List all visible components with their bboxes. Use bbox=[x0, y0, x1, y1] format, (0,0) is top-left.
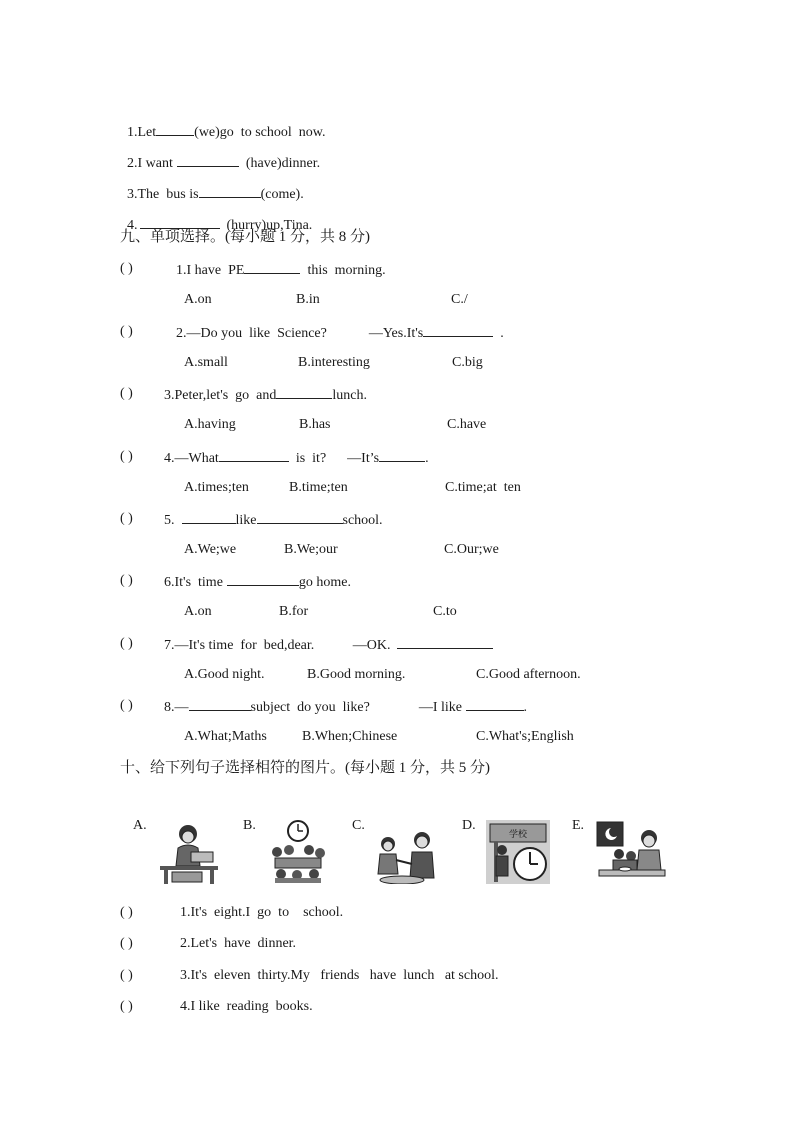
option-b[interactable]: B.time;ten bbox=[289, 480, 348, 495]
answer-paren[interactable]: ( ) bbox=[120, 936, 133, 951]
option-c[interactable]: C.have bbox=[447, 417, 487, 432]
option-a[interactable]: A.having bbox=[184, 417, 236, 432]
option-b[interactable]: B.When;Chinese bbox=[302, 729, 398, 744]
fill-text: (we)go to school now. bbox=[194, 125, 326, 140]
question-text: 1.I have PE bbox=[176, 263, 245, 278]
answer-blank[interactable] bbox=[379, 448, 425, 462]
answer-blank[interactable] bbox=[397, 635, 493, 649]
question-4 bbox=[164, 448, 429, 468]
answer-blank[interactable] bbox=[199, 184, 261, 198]
school-gate-clock-icon bbox=[486, 820, 550, 884]
option-a[interactable]: A.What;Maths bbox=[184, 729, 267, 744]
question-7 bbox=[164, 635, 493, 655]
picture-label: B. bbox=[243, 818, 256, 833]
sentence-4: 4.I like reading books. bbox=[180, 999, 313, 1014]
sentence-3: 3.It's eleven thirty.My friends have lunch at school. bbox=[180, 968, 499, 983]
question-5 bbox=[164, 510, 383, 530]
question-text: go home. bbox=[298, 575, 352, 590]
answer-paren[interactable]: ( ) bbox=[120, 636, 133, 651]
answer-paren[interactable]: ( ) bbox=[120, 386, 133, 401]
option-a[interactable]: A.on bbox=[184, 604, 212, 619]
question-text: 4.—What bbox=[164, 451, 219, 466]
picture-label: A. bbox=[133, 818, 147, 833]
fill-text: (have)dinner. bbox=[238, 156, 321, 171]
sentence-1: 1.It's eight.I go to school. bbox=[180, 905, 344, 920]
sentence-2: 2.Let's have dinner. bbox=[180, 936, 297, 951]
answer-blank[interactable] bbox=[423, 323, 493, 337]
question-text: lunch. bbox=[332, 388, 367, 403]
option-a[interactable]: A.times;ten bbox=[184, 480, 249, 495]
option-a[interactable]: A.small bbox=[184, 355, 228, 370]
kids-talking-icon bbox=[374, 820, 438, 884]
fill-text: 3.The bus is bbox=[127, 187, 199, 202]
option-b[interactable]: B.Good morning. bbox=[307, 667, 406, 682]
option-a[interactable]: A.on bbox=[184, 292, 212, 307]
option-c[interactable]: C.Good afternoon. bbox=[476, 667, 581, 682]
answer-blank[interactable] bbox=[177, 153, 239, 167]
option-c[interactable]: C./ bbox=[451, 292, 468, 307]
answer-paren[interactable]: ( ) bbox=[120, 324, 133, 339]
answer-blank[interactable] bbox=[219, 448, 289, 462]
question-text: 6.It's time bbox=[164, 575, 223, 590]
section-10-heading: 十、给下列句子选择相符的图片。(每小题 1 分，共 5 分) bbox=[120, 760, 490, 776]
option-c[interactable]: C.to bbox=[433, 604, 457, 619]
answer-blank[interactable] bbox=[244, 260, 300, 274]
girl-reading-icon bbox=[158, 820, 220, 884]
option-a[interactable]: A.Good night. bbox=[184, 667, 265, 682]
option-c[interactable]: C.big bbox=[452, 355, 483, 370]
answer-paren[interactable]: ( ) bbox=[120, 261, 133, 276]
picture-label: D. bbox=[462, 818, 476, 833]
answer-blank[interactable] bbox=[156, 122, 194, 136]
answer-blank[interactable] bbox=[189, 697, 251, 711]
question-8 bbox=[164, 697, 527, 717]
question-text: 7.—It's time for bed,dear. —OK. bbox=[164, 638, 398, 653]
option-c[interactable]: C.Our;we bbox=[444, 542, 499, 557]
answer-paren[interactable]: ( ) bbox=[120, 698, 133, 713]
question-2 bbox=[176, 323, 504, 343]
question-text: . bbox=[493, 326, 504, 341]
question-text: subject do you like? —I like bbox=[250, 700, 466, 715]
question-1 bbox=[176, 260, 386, 280]
question-text: school. bbox=[342, 513, 383, 528]
question-text: 8.— bbox=[164, 700, 189, 715]
answer-paren[interactable]: ( ) bbox=[120, 905, 133, 920]
picture-label: C. bbox=[352, 818, 365, 833]
question-text: is it? —It’s bbox=[288, 451, 380, 466]
school-sign: 学校 bbox=[508, 830, 528, 840]
fill-text: 1.Let bbox=[127, 125, 157, 140]
question-text: 2.—Do you like Science? —Yes.It's bbox=[176, 326, 424, 341]
fill-text: 4. bbox=[127, 218, 138, 233]
answer-blank[interactable] bbox=[257, 510, 343, 524]
option-b[interactable]: B.has bbox=[299, 417, 331, 432]
fill-text: (hurry)up,Tina. bbox=[219, 218, 313, 233]
option-b[interactable]: B.We;our bbox=[284, 542, 338, 557]
answer-paren[interactable]: ( ) bbox=[120, 511, 133, 526]
option-b[interactable]: B.in bbox=[296, 292, 320, 307]
option-c[interactable]: C.time;at ten bbox=[445, 480, 521, 495]
answer-blank[interactable] bbox=[466, 697, 524, 711]
picture-label: E. bbox=[572, 818, 585, 833]
question-3 bbox=[164, 385, 367, 405]
question-text: 5. bbox=[164, 513, 182, 528]
family-dinner-night-icon bbox=[595, 820, 667, 884]
question-text: 3.Peter,let's go and bbox=[164, 388, 277, 403]
option-a[interactable]: A.We;we bbox=[184, 542, 237, 557]
question-6 bbox=[164, 572, 351, 592]
answer-paren[interactable]: ( ) bbox=[120, 449, 133, 464]
kids-eating-clock-icon bbox=[267, 820, 329, 884]
question-text: . bbox=[523, 700, 528, 715]
option-b[interactable]: B.interesting bbox=[298, 355, 370, 370]
question-text: like bbox=[235, 513, 257, 528]
answer-blank[interactable] bbox=[182, 510, 236, 524]
answer-blank[interactable] bbox=[227, 572, 299, 586]
answer-paren[interactable]: ( ) bbox=[120, 999, 133, 1014]
answer-paren[interactable]: ( ) bbox=[120, 573, 133, 588]
option-c[interactable]: C.What's;English bbox=[476, 729, 574, 744]
section-9-heading: 九、单项选择。(每小题 1 分，共 8 分) bbox=[120, 229, 370, 245]
fill-text: 2.I want bbox=[127, 156, 173, 171]
option-b[interactable]: B.for bbox=[279, 604, 309, 619]
question-text: . bbox=[425, 451, 429, 466]
question-text: this morning. bbox=[300, 263, 386, 278]
answer-paren[interactable]: ( ) bbox=[120, 968, 133, 983]
fill-text: (come). bbox=[260, 187, 304, 202]
answer-blank[interactable] bbox=[276, 385, 332, 399]
